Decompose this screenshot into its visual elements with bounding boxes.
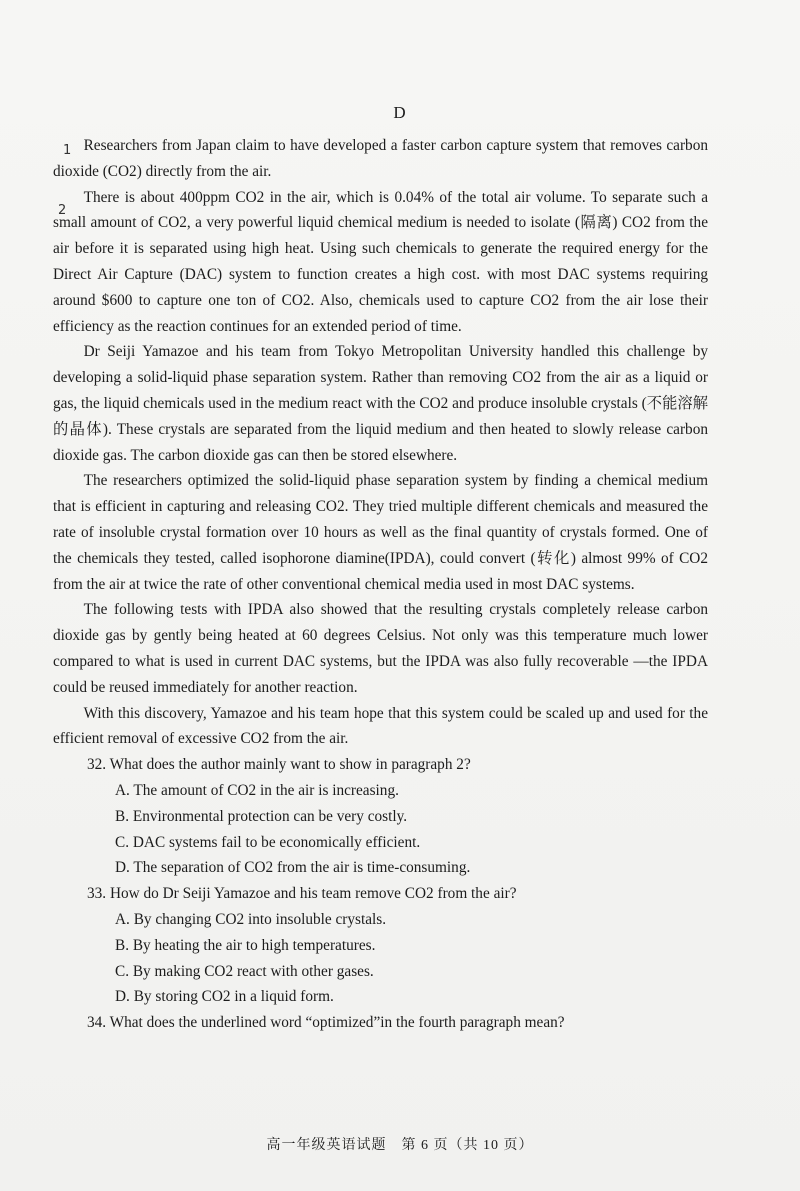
- option-a[interactable]: A. The amount of CO2 in the air is increasing.: [115, 781, 399, 799]
- paragraph-3: Dr Seiji Yamazoe and his team from Tokyo Metropolitan University handled this challenge by developing a solid-liquid phase separation system. Rather than removing CO2 from the air as a liquid or gas, the liquid chemicals used in the medium react with the CO2 and produce insoluble crystals (不能溶解的晶体). These crystals are separated from the liquid medium and then heated to slowly release carbon dioxide gas. The carbon dioxide gas can then be stored elsewhere.: [53, 343, 708, 464]
- question-32: [53, 752, 708, 881]
- paragraph-5: The following tests with IPDA also showed that the resulting crystals completely release carbon dioxide gas by gently being heated at 60 degrees Celsius. Not only was this temperature much lower compared to what is used in current DAC systems, but the IPDA was also fully recoverable —the IPDA could be reused immediately for another reaction.: [53, 601, 708, 696]
- option-b[interactable]: B. By heating the air to high temperatures.: [115, 936, 376, 954]
- passage: [53, 133, 708, 1036]
- option-a[interactable]: A. By changing CO2 into insoluble crystals.: [115, 910, 387, 928]
- page-footer: 高一年级英语试题 第 6 页（共 10 页）: [266, 1138, 534, 1153]
- option-d[interactable]: D. By storing CO2 in a liquid form.: [115, 988, 334, 1006]
- question-stem: 33. How do Dr Seiji Yamazoe and his team remove CO2 from the air?: [87, 885, 517, 903]
- handwritten-mark-1: 1: [63, 143, 72, 158]
- paragraph-2: There is about 400ppm CO2 in the air, which is 0.04% of the total air volume. To separate such a small amount of CO2, a very powerful liquid chemical medium is needed to isolate (隔离) CO2 from the air before it is separated using high heat. Using such chemicals to generate the required energy for the Direct Air Capture (DAC) system to function creates a high cost. with most DAC systems requiring around $600 to capture one ton of CO2. Also, chemicals used to capture CO2 from the air lose their efficiency as the reaction continues for an extended period of time.: [53, 188, 708, 335]
- section-heading: D: [393, 103, 407, 122]
- option-c[interactable]: C. DAC systems fail to be economically efficient.: [115, 833, 421, 851]
- question-33: [53, 881, 708, 1010]
- option-d[interactable]: D. The separation of CO2 from the air is time-consuming.: [115, 859, 471, 877]
- question-stem: 34. What does the underlined word “optimized”in the fourth paragraph mean?: [87, 1014, 565, 1032]
- paragraph-4: The researchers optimized the solid-liquid phase separation system by finding a chemical medium that is efficient in capturing and releasing CO2. They tried multiple different chemicals and measured the rate of insoluble crystal formation over 10 hours as well as the final quantity of crystals formed. One of the chemicals they tested, called isophorone diamine(IPDA), could convert (转化) almost 99% of CO2 from the air at twice the rate of other conventional chemical media used in most DAC systems.: [53, 472, 708, 593]
- option-b[interactable]: B. Environmental protection can be very costly.: [115, 807, 408, 825]
- paragraph-6: With this discovery, Yamazoe and his team hope that this system could be scaled up and used for the efficient removal of excessive CO2 from the air.: [53, 704, 708, 748]
- paragraph-1: Researchers from Japan claim to have developed a faster carbon capture system that removes carbon dioxide (CO2) directly from the air.: [53, 137, 708, 180]
- handwritten-mark-2: 2: [58, 203, 67, 218]
- option-c[interactable]: C. By making CO2 react with other gases.: [115, 962, 374, 980]
- question-34: [53, 1010, 708, 1036]
- question-stem: 32. What does the author mainly want to show in paragraph 2?: [87, 756, 471, 774]
